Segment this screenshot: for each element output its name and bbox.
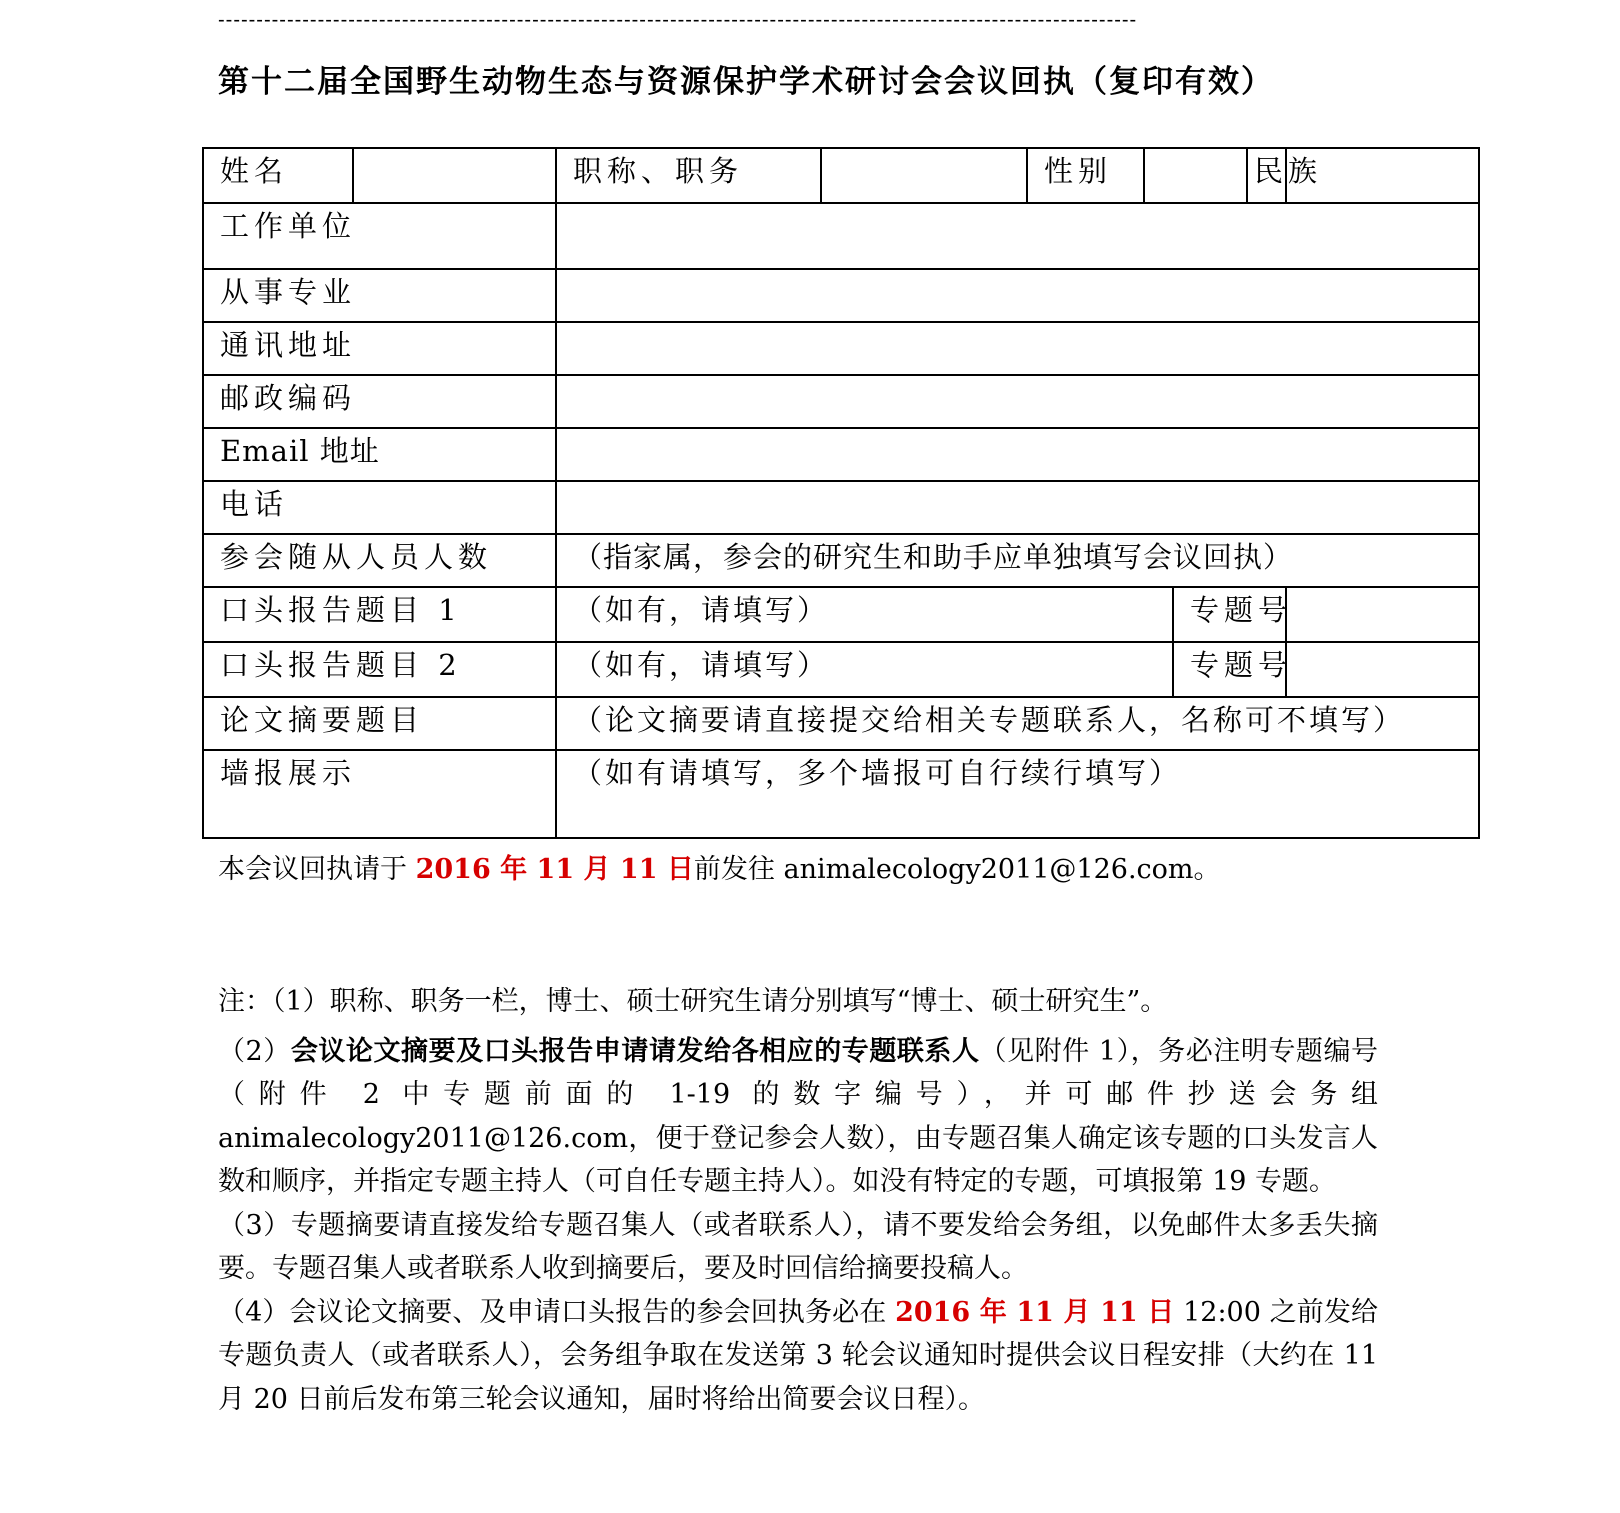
note-1: 注：（1）职称、职务一栏，博士、硕士研究生请分别填写“博士、硕士研究生”。 xyxy=(218,986,1168,1017)
note-4-suffix: 12:00 之前发给专题负责人（或者联系人），会务组争取在发送第 3 轮会议通知时提供会议日程安排（大约在 11 月 20 日前后发布第三轮会议通知，届时将给出简要会议日程）。 xyxy=(218,1296,1378,1415)
row-poster xyxy=(203,750,1479,838)
notes-section xyxy=(218,980,1378,1421)
poster-field[interactable]: （如有请填写，多个墙报可自行续行填写） xyxy=(556,750,1479,838)
topic-no-2-field[interactable] xyxy=(1286,642,1479,697)
major-field[interactable] xyxy=(556,269,1479,322)
note-2-emphasis: 会议论文摘要及口头报告申请请发给各相应的专题联系人 xyxy=(290,1035,980,1067)
phone-label: 电话 xyxy=(203,481,556,534)
page-title: 第十二届全国野生动物生态与资源保护学术研讨会会议回执（复印有效） xyxy=(218,64,1274,100)
topic-no-1-label: 专题号 xyxy=(1173,587,1286,642)
name-field[interactable] xyxy=(353,148,556,203)
phone-field[interactable] xyxy=(556,481,1479,534)
address-label: 通讯地址 xyxy=(203,322,556,375)
poster-label: 墙报展示 xyxy=(203,750,556,838)
row-companions xyxy=(203,534,1479,587)
note-4-date: 2016 年 11 月 11 日 xyxy=(895,1296,1175,1328)
position-label: 职称、职务 xyxy=(556,148,821,203)
email-label: Email 地址 xyxy=(203,428,556,481)
abstract-field[interactable]: （论文摘要请直接提交给相关专题联系人，名称可不填写） xyxy=(556,697,1479,750)
row-email xyxy=(203,428,1479,481)
cut-line: ------------------------------------------------------------------------------------------------------------------------ xyxy=(218,9,1138,31)
deadline-notice xyxy=(218,852,1221,888)
note-2-prefix: （2） xyxy=(218,1035,291,1067)
row-address xyxy=(203,322,1479,375)
major-label: 从事专业 xyxy=(203,269,556,322)
row-postcode xyxy=(203,375,1479,428)
gender-label: 性别 xyxy=(1027,148,1144,203)
oral-report-2-field[interactable]: （如有，请填写） xyxy=(556,642,1173,697)
note-3: （3）专题摘要请直接发给专题召集人（或者联系人），请不要发给会务组，以免邮件太多丢失摘要。专题召集人或者联系人收到摘要后，要及时回信给摘要投稿人。 xyxy=(218,1209,1378,1284)
topic-no-2-label: 专题号 xyxy=(1173,642,1286,697)
row-phone xyxy=(203,481,1479,534)
topic-no-1-field[interactable] xyxy=(1286,587,1479,642)
companions-label: 参会随从人员人数 xyxy=(203,534,556,587)
deadline-prefix: 本会议回执请于 xyxy=(218,854,416,885)
row-basic-info xyxy=(203,148,1479,203)
oral-report-1-label: 口头报告题目 1 xyxy=(203,587,556,642)
postcode-field[interactable] xyxy=(556,375,1479,428)
deadline-suffix: 前发往 animalecology2011@126.com。 xyxy=(693,854,1221,885)
row-oral-report-2 xyxy=(203,642,1479,697)
abstract-label: 论文摘要题目 xyxy=(203,697,556,750)
note-2 xyxy=(218,1030,1378,1204)
ethnicity-label: 民族 xyxy=(1247,148,1286,203)
note-4-prefix: （4）会议论文摘要、及申请口头报告的参会回执务必在 xyxy=(218,1296,896,1328)
postcode-label: 邮政编码 xyxy=(203,375,556,428)
companions-field[interactable]: （指家属，参会的研究生和助手应单独填写会议回执） xyxy=(556,534,1479,587)
work-unit-field[interactable] xyxy=(556,203,1479,269)
position-field[interactable] xyxy=(821,148,1027,203)
note-2-text: （见附件 1），务必注明专题编号（附件 2 中专题前面的 1-19 的数字编号），并可邮件抄送会务组 animalecology2011@126.com，便于登记参会人数），由专题召集人确定该专题的口头发言人数和顺序，并指定专题主持人（可自任专题主持人）。如没有特定的专题，可填报第 19 专题。 xyxy=(218,1035,1379,1197)
registration-form xyxy=(202,147,1480,839)
note-4 xyxy=(218,1291,1378,1422)
row-major xyxy=(203,269,1479,322)
name-label: 姓名 xyxy=(203,148,353,203)
address-field[interactable] xyxy=(556,322,1479,375)
email-field[interactable] xyxy=(556,428,1479,481)
gender-field[interactable] xyxy=(1144,148,1247,203)
row-abstract xyxy=(203,697,1479,750)
deadline-date: 2016 年 11 月 11 日 xyxy=(415,854,694,885)
work-unit-label: 工作单位 xyxy=(203,203,556,269)
row-work-unit xyxy=(203,203,1479,269)
oral-report-2-label: 口头报告题目 2 xyxy=(203,642,556,697)
oral-report-1-field[interactable]: （如有，请填写） xyxy=(556,587,1173,642)
row-oral-report-1 xyxy=(203,587,1479,642)
